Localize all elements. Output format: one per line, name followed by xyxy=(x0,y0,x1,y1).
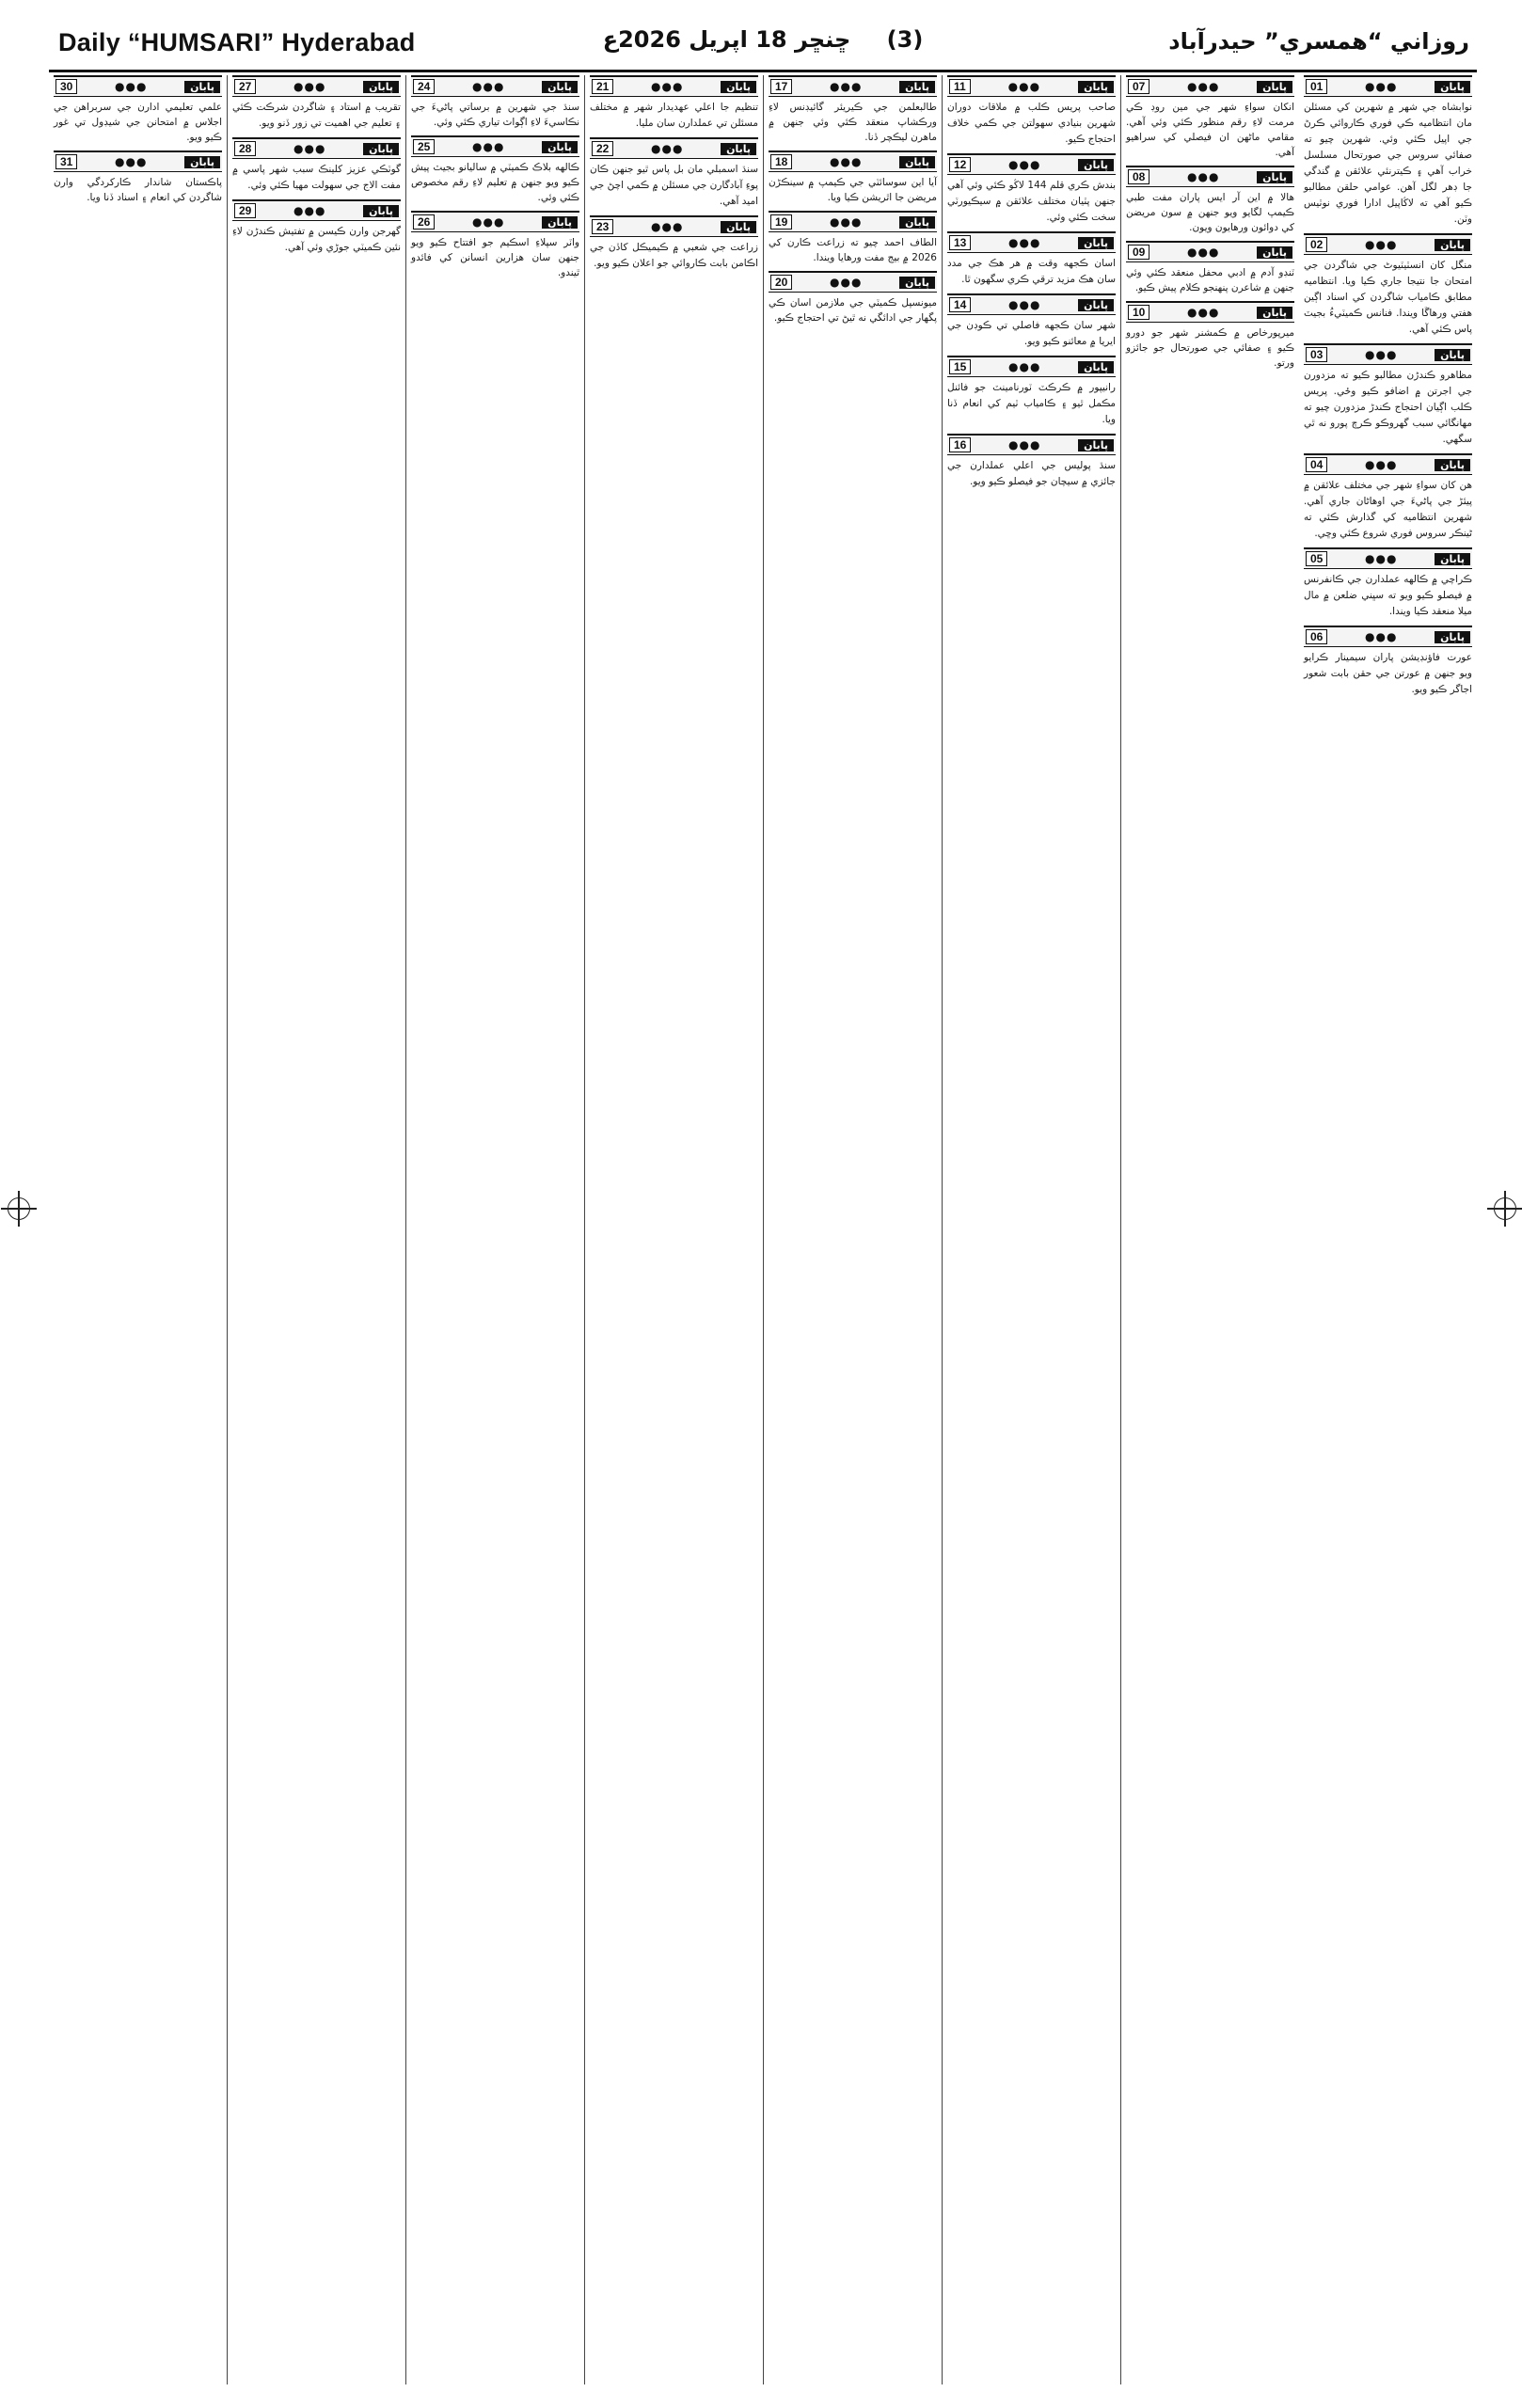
story-tag: پابان xyxy=(1078,439,1114,452)
story-header xyxy=(1304,453,1472,475)
story-tag: پابان xyxy=(899,216,935,229)
story-header xyxy=(947,153,1116,175)
story-number: 04 xyxy=(1306,457,1327,472)
news-story xyxy=(1126,166,1294,235)
story-number: 06 xyxy=(1306,629,1327,644)
story-text: سنڌ جي شهرين ۾ برساتي پاڻيءَ جي نڪاسيءَ لاءِ اڳواٽ تياري ڪئي وئي. xyxy=(411,102,579,128)
story-number: 22 xyxy=(592,141,613,156)
news-story xyxy=(590,137,758,210)
story-number: 12 xyxy=(949,157,971,172)
story-tag: پابان xyxy=(542,216,578,229)
news-story xyxy=(54,75,222,145)
separator-dots-icon: ●●● xyxy=(830,155,863,168)
story-tag: پابان xyxy=(899,156,935,168)
separator-dots-icon: ●●● xyxy=(1008,298,1041,311)
story-header xyxy=(769,211,937,232)
story-tag: پابان xyxy=(1435,631,1470,643)
story-header xyxy=(947,231,1116,253)
story-tag: پابان xyxy=(1078,299,1114,311)
separator-dots-icon: ●●● xyxy=(830,80,863,93)
story-number: 02 xyxy=(1306,237,1327,252)
separator-dots-icon: ●●● xyxy=(1008,158,1041,171)
story-number: 13 xyxy=(949,235,971,250)
news-story xyxy=(947,153,1116,226)
story-tag: پابان xyxy=(1078,159,1114,171)
story-number: 09 xyxy=(1128,245,1149,260)
separator-dots-icon: ●●● xyxy=(1365,630,1398,643)
separator-dots-icon: ●●● xyxy=(472,80,505,93)
news-column xyxy=(942,75,1120,2384)
story-header xyxy=(1304,343,1472,365)
news-story xyxy=(590,215,758,272)
separator-dots-icon: ●●● xyxy=(1365,348,1398,361)
story-tag: پابان xyxy=(1257,171,1292,183)
news-story xyxy=(769,75,937,145)
registration-mark-left xyxy=(8,1197,30,1220)
separator-dots-icon: ●●● xyxy=(293,80,326,93)
story-tag: پابان xyxy=(542,81,578,93)
separator-dots-icon: ●●● xyxy=(115,80,148,93)
story-header xyxy=(411,75,579,97)
separator-dots-icon: ●●● xyxy=(472,140,505,153)
separator-dots-icon: ●●● xyxy=(651,80,684,93)
story-tag: پابان xyxy=(184,81,220,93)
story-tag: پابان xyxy=(1435,553,1470,565)
separator-dots-icon: ●●● xyxy=(472,215,505,229)
news-column xyxy=(584,75,763,2384)
separator-dots-icon: ●●● xyxy=(1365,458,1398,471)
story-tag: پابان xyxy=(1435,81,1470,93)
news-story xyxy=(1304,233,1472,338)
separator-dots-icon: ●●● xyxy=(293,142,326,155)
news-story xyxy=(411,135,579,205)
story-number: 15 xyxy=(949,359,971,374)
story-number: 21 xyxy=(592,79,613,94)
story-text: تنظيم جا اعلي عهديدار شهر ۾ مختلف مسئلن تي عملدارن سان مليا. xyxy=(590,102,758,129)
news-story xyxy=(769,211,937,265)
story-number: 29 xyxy=(234,203,256,218)
story-number: 24 xyxy=(413,79,435,94)
story-text: پاڪستان شاندار ڪارکردگي وارن شاگردن کي انعام ۽ اسناد ڏنا ويا. xyxy=(54,177,222,203)
separator-dots-icon: ●●● xyxy=(651,220,684,233)
story-header xyxy=(1126,75,1294,97)
story-text: الطاف احمد چيو ته زراعت ڪارن کي 2026 ۾ بيج مفت ورهايا ويندا. xyxy=(769,237,937,263)
story-header xyxy=(232,137,401,159)
separator-dots-icon: ●●● xyxy=(1008,438,1041,452)
news-story xyxy=(947,356,1116,428)
story-tag: پابان xyxy=(1078,81,1114,93)
story-tag: پابان xyxy=(721,81,756,93)
news-story xyxy=(1126,241,1294,295)
story-header xyxy=(1304,626,1472,647)
news-story xyxy=(232,137,401,194)
story-number: 23 xyxy=(592,219,613,234)
story-header xyxy=(947,434,1116,455)
news-story xyxy=(947,75,1116,148)
story-number: 03 xyxy=(1306,347,1327,362)
story-header xyxy=(590,215,758,237)
news-story xyxy=(411,75,579,130)
separator-dots-icon: ●●● xyxy=(1187,246,1220,259)
news-columns xyxy=(49,75,1477,2384)
story-tag: پابان xyxy=(1435,349,1470,361)
story-text: تقريب ۾ استاد ۽ شاگردن شرڪت ڪئي ۽ تعليم جي اهميت تي زور ڏنو ويو. xyxy=(232,102,401,129)
story-text: سنڌ پوليس جي اعلي عملدارن جي جائزي ۾ سيچان جو فيصلو ڪيو ويو. xyxy=(947,460,1116,487)
story-tag: پابان xyxy=(1257,81,1292,93)
story-header xyxy=(232,75,401,97)
story-tag: پابان xyxy=(1257,307,1292,319)
story-tag: پابان xyxy=(1435,459,1470,471)
story-tag: پابان xyxy=(542,141,578,153)
news-story xyxy=(1126,75,1294,160)
story-number: 05 xyxy=(1306,551,1327,566)
story-text: طالبعلمن جي ڪيريئر گائيڊنس لاءِ ورڪشاپ منعقد ڪئي وئي جنهن ۾ ماهرن ليڪچر ڏنا. xyxy=(769,102,937,143)
masthead xyxy=(49,23,1477,72)
story-header xyxy=(1304,233,1472,255)
story-tag: پابان xyxy=(721,143,756,155)
story-header xyxy=(590,75,758,97)
story-header xyxy=(54,150,222,172)
sindhi-title: روزاني “همسري” حيدرآباد xyxy=(1168,28,1469,55)
separator-dots-icon: ●●● xyxy=(830,276,863,289)
news-column xyxy=(49,75,227,2384)
story-text: اسان ڪجهه وقت ۾ هر هڪ جي مدد سان هڪ مزيد ترقي ڪري سگهون ٿا. xyxy=(947,258,1116,285)
news-story xyxy=(232,199,401,256)
story-text: ميرپورخاص ۾ ڪمشنر شهر جو دورو ڪيو ۽ صفائي جي صورتحال جو جائزو ورتو. xyxy=(1126,327,1294,369)
story-header xyxy=(232,199,401,221)
story-header xyxy=(947,356,1116,377)
story-text: واٽر سپلاءِ اسڪيم جو افتتاح ڪيو ويو جنهن سان هزارين انسانن کي فائدو ٿيندو. xyxy=(411,237,579,278)
story-number: 20 xyxy=(770,275,792,290)
story-tag: پابان xyxy=(899,277,935,289)
news-column xyxy=(1299,75,1477,2384)
separator-dots-icon: ●●● xyxy=(1007,80,1041,93)
story-tag: پابان xyxy=(1435,239,1470,251)
story-tag: پابان xyxy=(899,81,935,93)
separator-dots-icon: ●●● xyxy=(1187,306,1220,319)
story-text: نوابشاه جي شهر ۾ شهرين کي مسئلن مان انتظاميه ڪي فوري ڪاروائي ڪرڻ جي اپيل ڪئي وئي. شهرين چيو ته صفائي سروس جي صورتحال مسلسل خراب آهي ۽ ڪيترنئي علائقن ۾ گندگي جا ڊھر لگل آهن. عوامي حلقن مطالبو ڪيو آهي ته لاڭاپيل ادارا فوري نوٽيس وٽن. xyxy=(1304,102,1472,225)
story-number: 10 xyxy=(1128,305,1149,320)
separator-dots-icon: ●●● xyxy=(1008,360,1041,373)
story-text: انكان سواءِ شهر جي مين روڊ ڪي مرمت لاءِ رقم منظور ڪئي وئي آهي. مقامي ماڻهن ان فيصلي کي سراهيو آهي. xyxy=(1126,102,1294,158)
story-tag: پابان xyxy=(721,221,756,233)
story-header xyxy=(1126,301,1294,323)
story-number: 17 xyxy=(770,79,792,94)
story-text: ڪالهه بلاڪ ڪميٽي ۾ ساليانو بجيٽ پيش ڪيو ويو جنهن ۾ تعليم لاءِ رقم مخصوص ڪئي وئي. xyxy=(411,162,579,203)
separator-dots-icon: ●●● xyxy=(1365,80,1398,93)
news-story xyxy=(232,75,401,132)
story-text: آيا اين سوسائٽي جي ڪيمپ ۾ سينڪڑن مريضن جا اٿريشن ڪيا ويا. xyxy=(769,177,937,203)
story-text: گهرجن وارن ڪيسن ۾ تفتيش ڪندڑن لاءِ نئين ڪميٽي جوڑي وئي آهي. xyxy=(232,226,401,253)
news-story xyxy=(769,271,937,325)
separator-dots-icon: ●●● xyxy=(293,204,326,217)
story-text: مظاهرو ڪندڑن مطالبو ڪيو ته مزدورن جي اجرتن ۾ اضافو ڪيو وځي. پريس ڪلب اڳيان احتجاج ڪندڑ مزدورن چيو ته مهانگائي سبب گهروڪو ڪرچ پورو نه ٿي سگهي. xyxy=(1304,370,1472,445)
story-text: ميونسپل ڪميٽي جي ملازمن اسان ڪي پگهار جي ادائگي نه ٿيڻ تي احتجاج ڪيو. xyxy=(769,297,937,324)
story-tag: پابان xyxy=(1078,237,1114,249)
story-text: منگل کان انسٽيٽيوٹ جي شاگردن جي امتحان جا نتيجا جاري ڪيا ويا. انتظاميه مطابق ڪامياب شاگردن کي اسناد اڳين هفتي ورهاڱا ويندا. فنانس ڪميٽيءُ بجيٽ پاس ڪئي آهي. xyxy=(1304,260,1472,335)
news-story xyxy=(411,211,579,280)
separator-dots-icon: ●●● xyxy=(115,155,148,168)
story-tag: پابان xyxy=(363,81,399,93)
story-header xyxy=(947,75,1116,97)
story-text: هن کان سواءِ شهر جي مختلف علائقن ۾ پيئڑ جي پاڻيءَ جي اوھاڻان جاري آهي. شهرين انتظاميه کي گذارش ڪئي ته ٹينڪر سروس فوري شروع ڪئي وڇي. xyxy=(1304,480,1472,539)
story-header xyxy=(1126,241,1294,262)
story-number: 16 xyxy=(949,437,971,452)
story-number: 14 xyxy=(949,297,971,312)
story-text: صاحب پريس ڪلب ۾ ملاقات دوران شهرين بنيادي سهولتن جي ڪمي خلاف احتجاج ڪيو. xyxy=(947,102,1116,145)
story-header xyxy=(54,75,222,97)
news-story xyxy=(947,293,1116,350)
separator-dots-icon: ●●● xyxy=(1365,552,1398,565)
separator-dots-icon: ●●● xyxy=(1365,238,1398,251)
story-number: 28 xyxy=(234,141,256,156)
story-number: 18 xyxy=(770,154,792,169)
news-story xyxy=(1304,343,1472,448)
story-text: هالا ۾ اين آر ايس پاران مفت طبي ڪيمپ لگايو ويو جنهن ۾ سون مريضن کي دوائون ورهايون ويون. xyxy=(1126,192,1294,233)
story-text: گوٽڪي عزيز كلينڪ سبب شهر پاسي ۾ مفت الاج جي سهولت مهيا ڪئي وئي. xyxy=(232,164,401,191)
story-text: سنڌ اسمبلي مان بل پاس ٿيو جنهن ڪان پوءِ آبادگارن جي مسئلن ۾ ڪمي اچڻ جي اميد آهي. xyxy=(590,164,758,207)
news-story xyxy=(590,75,758,132)
story-header xyxy=(590,137,758,159)
story-number: 26 xyxy=(413,214,435,230)
story-number: 30 xyxy=(55,79,77,94)
news-story xyxy=(947,231,1116,288)
story-text: ٽنڊو آدم ۾ ادبي محفل منعقد ڪئي وئي جنهن ۾ شاعرن پنهنجو ڪلام پيش ڪيو. xyxy=(1126,267,1294,293)
news-story xyxy=(1304,626,1472,698)
separator-dots-icon: ●●● xyxy=(830,215,863,229)
story-header xyxy=(411,135,579,157)
story-text: بندش ڪري قلم 144 لاڭو ڪئي وئي آهي جنهن پٽيان مختلف علائقن ۾ سيڪيورٽي سخت ڪئي وئي. xyxy=(947,180,1117,223)
news-story xyxy=(1304,75,1472,228)
story-tag: پابان xyxy=(1078,361,1114,373)
story-text: شهر سان ڪجهه فاصلي تي ڪوڊن جي ایريا ۾ معائنو ڪيو ويو. xyxy=(947,320,1116,347)
publication-date: ڇنڇر 18 اپريل 2026ع xyxy=(602,26,851,53)
separator-dots-icon: ●●● xyxy=(1187,80,1220,93)
story-tag: پابان xyxy=(363,143,399,155)
story-header xyxy=(769,150,937,172)
story-tag: پابان xyxy=(184,156,220,168)
news-story xyxy=(1304,453,1472,542)
story-text: علمي تعليمي ادارن جي سربراهن جي اجلاس ۾ امتحانن جي شيڊول تي غور ڪيو ويو. xyxy=(54,102,222,143)
news-story xyxy=(1126,301,1294,371)
story-header xyxy=(1304,75,1472,97)
story-text: زراعت جي شعبي ۾ ڪيميڪل کاڏن جي اڪامن بابت ڪاروائي جو اعلان ڪيو ويو. xyxy=(590,242,758,269)
separator-dots-icon: ●●● xyxy=(651,142,684,155)
page-number: (3) xyxy=(886,26,924,53)
story-number: 07 xyxy=(1128,79,1149,94)
story-header xyxy=(1126,166,1294,187)
story-header xyxy=(1304,547,1472,569)
story-number: 11 xyxy=(949,79,971,94)
story-tag: پابان xyxy=(1257,246,1292,259)
separator-dots-icon: ●●● xyxy=(1187,170,1220,183)
story-number: 25 xyxy=(413,139,435,154)
news-column xyxy=(227,75,405,2384)
story-header xyxy=(769,271,937,293)
news-column xyxy=(763,75,942,2384)
news-story xyxy=(1304,547,1472,620)
story-text: عورت فاؤنڊيشن پاران سيمينار ڪرايو ويو جنهن ۾ عورتن جي حقن بابت شعور اجاگر ڪيو ويو. xyxy=(1304,652,1472,695)
registration-mark-right xyxy=(1494,1197,1516,1220)
story-header xyxy=(769,75,937,97)
news-story xyxy=(54,150,222,205)
story-number: 08 xyxy=(1128,169,1149,184)
separator-dots-icon: ●●● xyxy=(1008,236,1041,249)
story-text: ڪراچي ۾ ڪالهه عملدارن جي ڪانفرنس ۾ فيصلو ڪيو ويو ته سڀني ضلعن ۾ مال ميلا منعقد ڪيا ويندا. xyxy=(1304,574,1472,617)
news-story xyxy=(947,434,1116,490)
news-story xyxy=(769,150,937,205)
story-number: 27 xyxy=(234,79,256,94)
story-number: 19 xyxy=(770,214,792,230)
story-text: رانيپور ۾ ڪرڪٽ ٽورنامينٽ جو فائنل مڪمل ٿيو ۽ ڪامياب ٽيم کي انعام ڏنا ويا. xyxy=(947,382,1116,425)
story-tag: پابان xyxy=(363,205,399,217)
news-column xyxy=(405,75,584,2384)
story-header xyxy=(947,293,1116,315)
story-header xyxy=(411,211,579,232)
story-number: 31 xyxy=(55,154,77,169)
news-column xyxy=(1120,75,1299,2384)
story-number: 01 xyxy=(1306,79,1327,94)
english-title: Daily “HUMSARI” Hyderabad xyxy=(58,28,416,56)
